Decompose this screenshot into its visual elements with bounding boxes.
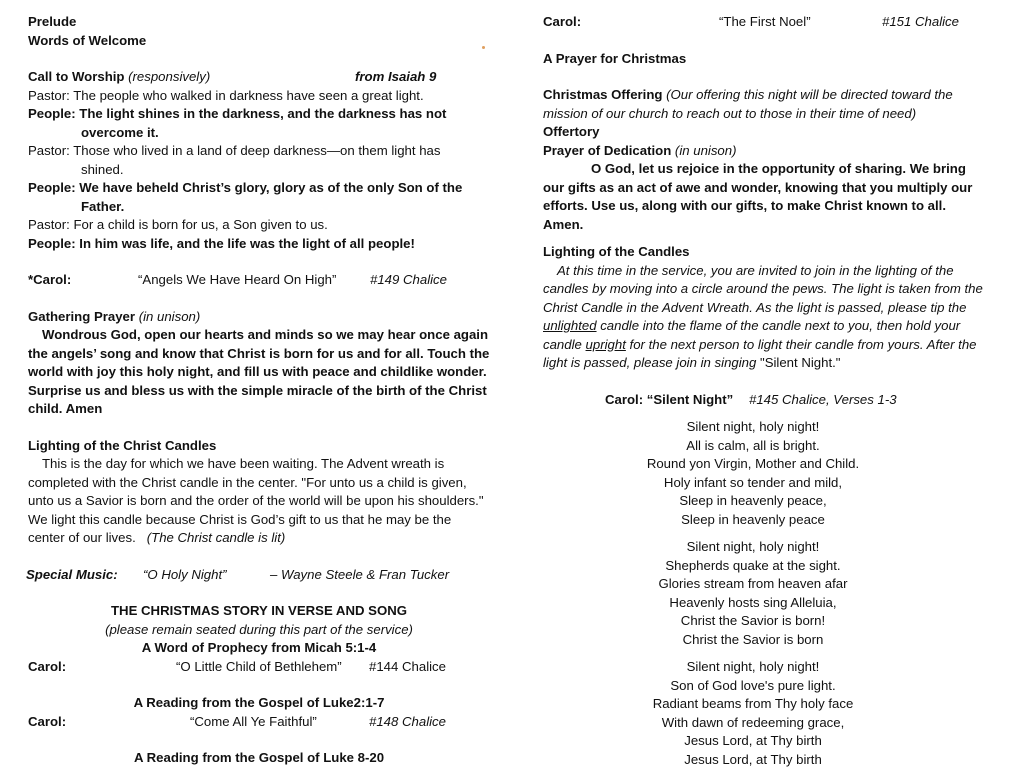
call-to-worship-row <box>28 68 490 87</box>
carol-row <box>28 271 490 290</box>
special-music-title: “O Holy Night” <box>143 566 227 585</box>
dedication-mode: (in unison) <box>675 143 737 158</box>
carol-title: “Come All Ye Faithful” <box>190 713 317 732</box>
verse-line: Jesus Lord, at Thy birth <box>543 751 963 769</box>
candles-text: for the next person to light their candle from yours. After the light is passed, please join in singing <box>543 337 977 371</box>
dedication-title: Prayer of Dedication <box>543 143 671 158</box>
offering-title: Christmas Offering <box>543 87 662 102</box>
dedication-text: O God, let us rejoice in the opportunity of sharing. We bring our gifts as an act of awe and wonder, knowing that you multiply our efforts. Use us, along with our gifts, to make Christ known to all. Amen. <box>543 160 988 234</box>
carol-row <box>28 713 490 732</box>
litany-line: Pastor: Those who lived in a land of deep darkness—on them light has <box>28 142 490 161</box>
prophecy-heading: A Word of Prophecy from Micah 5:1-4 <box>28 639 490 658</box>
carol-title: “O Little Child of Bethlehem” <box>176 658 342 677</box>
candles-song: "Silent Night." <box>760 355 840 370</box>
special-music-row <box>28 566 490 585</box>
gathering-prayer-title: Gathering Prayer <box>28 309 135 324</box>
call-to-worship-mode: (responsively) <box>128 69 210 84</box>
right-column <box>543 13 988 769</box>
lighting-text: This is the day for which we have been waiting. The Advent wreath is completed with the Christ candle in the center. "For unto us a child is given, unto us a Savior is born and the order of the world will be upon his shoulders." We light this candle because Christ is God’s gift to us that he may be the center of our lives. <box>28 456 484 545</box>
litany-line: People: We have beheld Christ’s glory, glory as of the only Son of the <box>28 179 490 198</box>
offering-note: (Our offering this night will be directed toward the mission of our church to reach out to those in their time of need) <box>543 87 953 121</box>
verse-line: Holy infant so tender and mild, <box>543 474 963 493</box>
verse-line: All is calm, all is bright. <box>543 437 963 456</box>
call-to-worship-title: Call to Worship <box>28 69 124 84</box>
story-heading: THE CHRISTMAS STORY IN VERSE AND SONG <box>28 602 490 621</box>
litany-line: shined. <box>28 161 490 180</box>
carol-title: “Angels We Have Heard On High” <box>138 271 336 290</box>
welcome-heading: Words of Welcome <box>28 32 490 51</box>
silent-night-row <box>543 391 988 410</box>
litany-line: Pastor: For a child is born for us, a Son given to us. <box>28 216 490 235</box>
verse-1 <box>543 418 963 529</box>
litany-line: People: In him was life, and the life was the light of all people! <box>28 235 490 254</box>
verse-line: Round yon Virgin, Mother and Child. <box>543 455 963 474</box>
special-music-performers: – Wayne Steele & Fran Tucker <box>270 566 449 585</box>
gathering-prayer-text: Wondrous God, open our hearts and minds so we may hear once again the angels’ song and know that Christ is born for us and for all. Touch the world with joy this holy night, and fill us with peace and childlike wonder. Surprise us and bless us with the simple miracle of the birth of the Christ child. Amen <box>28 326 490 419</box>
verse-line: Son of God love's pure light. <box>543 677 963 696</box>
carol-row <box>28 658 490 677</box>
left-column <box>28 13 490 768</box>
verse-2 <box>543 538 963 649</box>
litany-line: overcome it. <box>28 124 490 143</box>
offering-paragraph <box>543 86 988 123</box>
verse-line: Glories stream from heaven afar <box>543 575 963 594</box>
verse-line: Jesus Lord, at Thy birth <box>543 732 963 751</box>
gathering-prayer-heading <box>28 308 490 327</box>
verse-line: Christ the Savior is born! <box>543 612 963 631</box>
reading-heading: A Reading from the Gospel of Luke 8-20 <box>28 749 490 768</box>
verse-line: Shepherds quake at the sight. <box>543 557 963 576</box>
special-music-label: Special Music: <box>26 566 118 585</box>
prayer-heading: A Prayer for Christmas <box>543 50 988 69</box>
verse-3 <box>543 658 963 769</box>
verse-line: Radiant beams from Thy holy face <box>543 695 963 714</box>
call-to-worship-source: from Isaiah 9 <box>355 68 436 87</box>
candles-text: candle into the flame of the candle next to you, then hold your candle <box>543 318 960 352</box>
verse-line: Silent night, holy night! <box>543 418 963 437</box>
carol-label: Carol: <box>28 713 66 732</box>
verse-line: Silent night, holy night! <box>543 658 963 677</box>
carol-label: Carol: <box>543 13 581 32</box>
carol-row <box>543 13 988 32</box>
candles-underlined: upright <box>586 337 626 352</box>
carol-number: #149 Chalice <box>370 271 447 290</box>
dedication-heading <box>543 142 988 161</box>
carol-label: Carol: <box>28 658 66 677</box>
verse-line: Christ the Savior is born <box>543 631 963 650</box>
lighting-paragraph <box>28 455 490 548</box>
prelude-heading: Prelude <box>28 13 490 32</box>
carol-number: #151 Chalice <box>882 13 959 32</box>
verse-line: Heavenly hosts sing Alleluia, <box>543 594 963 613</box>
candles-text: At this time in the service, you are invited to join in the lighting of the candles by moving into a circle around the pews. The light is taken from the Christ Candle in the Advent Wreath. As the light is passed, please tip the <box>543 263 983 315</box>
litany-line: Father. <box>28 198 490 217</box>
gathering-prayer-mode: (in unison) <box>139 309 201 324</box>
carol-title: “The First Noel” <box>719 13 811 32</box>
verse-line: Silent night, holy night! <box>543 538 963 557</box>
verse-line: Sleep in heavenly peace <box>543 511 963 530</box>
offertory-heading: Offertory <box>543 123 988 142</box>
candles-heading: Lighting of the Candles <box>543 243 988 262</box>
lighting-heading: Lighting of the Christ Candles <box>28 437 490 456</box>
carol-number: #148 Chalice <box>369 713 446 732</box>
litany-line: People: The light shines in the darkness, and the darkness has not <box>28 105 490 124</box>
lighting-note: (The Christ candle is lit) <box>147 530 286 545</box>
silent-night-number: #145 Chalice, Verses 1-3 <box>749 391 897 410</box>
reading-heading: A Reading from the Gospel of Luke2:1-7 <box>28 694 490 713</box>
litany-line: Pastor: The people who walked in darkness have seen a great light. <box>28 87 490 106</box>
story-note: (please remain seated during this part of the service) <box>28 621 490 640</box>
carol-label: *Carol: <box>28 271 71 290</box>
silent-night-label: Carol: “Silent Night” <box>605 391 733 410</box>
carol-number: #144 Chalice <box>369 658 446 677</box>
candles-underlined: unlighted <box>543 318 597 333</box>
candles-paragraph <box>543 262 988 373</box>
verse-line: Sleep in heavenly peace, <box>543 492 963 511</box>
verse-line: With dawn of redeeming grace, <box>543 714 963 733</box>
